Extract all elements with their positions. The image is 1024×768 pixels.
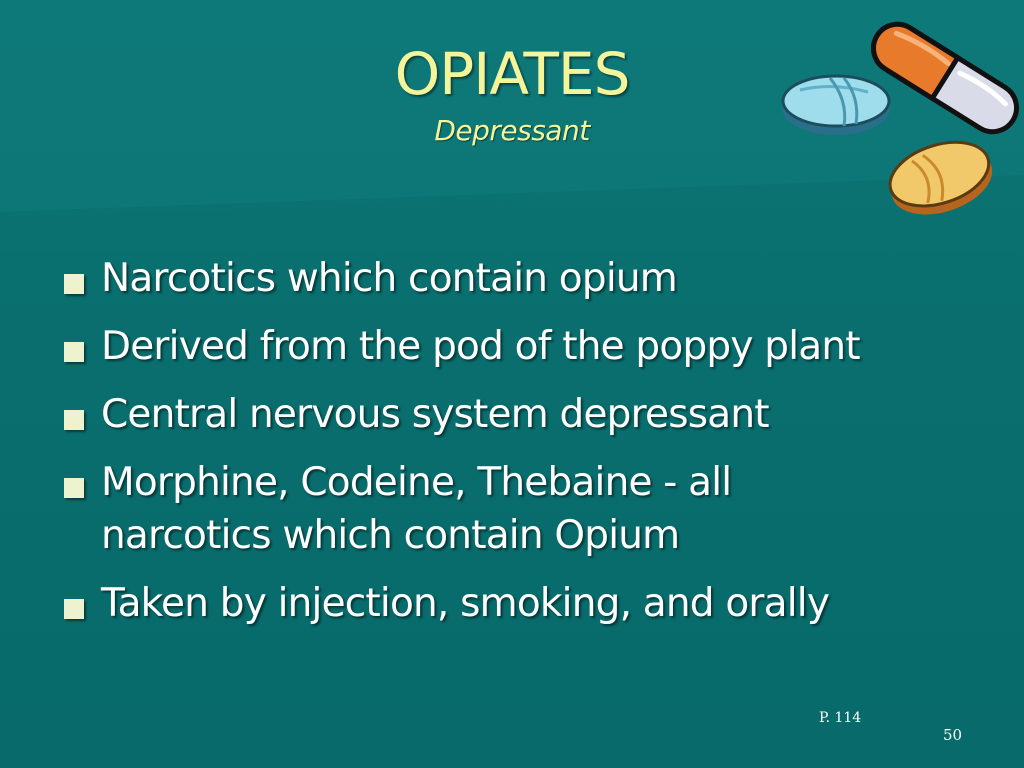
square-bullet-icon: [64, 274, 84, 294]
square-bullet-icon: [64, 410, 84, 430]
square-bullet-icon: [64, 342, 84, 362]
slide-title: OPIATES: [394, 40, 630, 108]
bullet-item: [64, 456, 821, 562]
page-reference: P. 114: [819, 710, 862, 726]
bullet-list: [64, 252, 964, 645]
bullet-text: Central nervous system depressant: [101, 392, 769, 437]
bullet-text: Morphine, Codeine, Thebaine - all narcotics which contain Opium: [101, 460, 732, 558]
slide-number: 50: [943, 726, 963, 744]
bullet-item: [64, 577, 964, 630]
square-bullet-icon: [64, 478, 84, 498]
bullet-text: Taken by injection, smoking, and orally: [101, 581, 830, 626]
bullet-item: [64, 252, 964, 305]
bullet-text: Narcotics which contain opium: [101, 256, 677, 301]
square-bullet-icon: [64, 599, 84, 619]
pills-clipart-icon: [770, 8, 1020, 218]
bullet-text: Derived from the pod of the poppy plant: [101, 324, 860, 369]
bullet-item: [64, 388, 964, 441]
bullet-item: [64, 320, 964, 373]
slide-subtitle: Depressant: [434, 114, 590, 147]
